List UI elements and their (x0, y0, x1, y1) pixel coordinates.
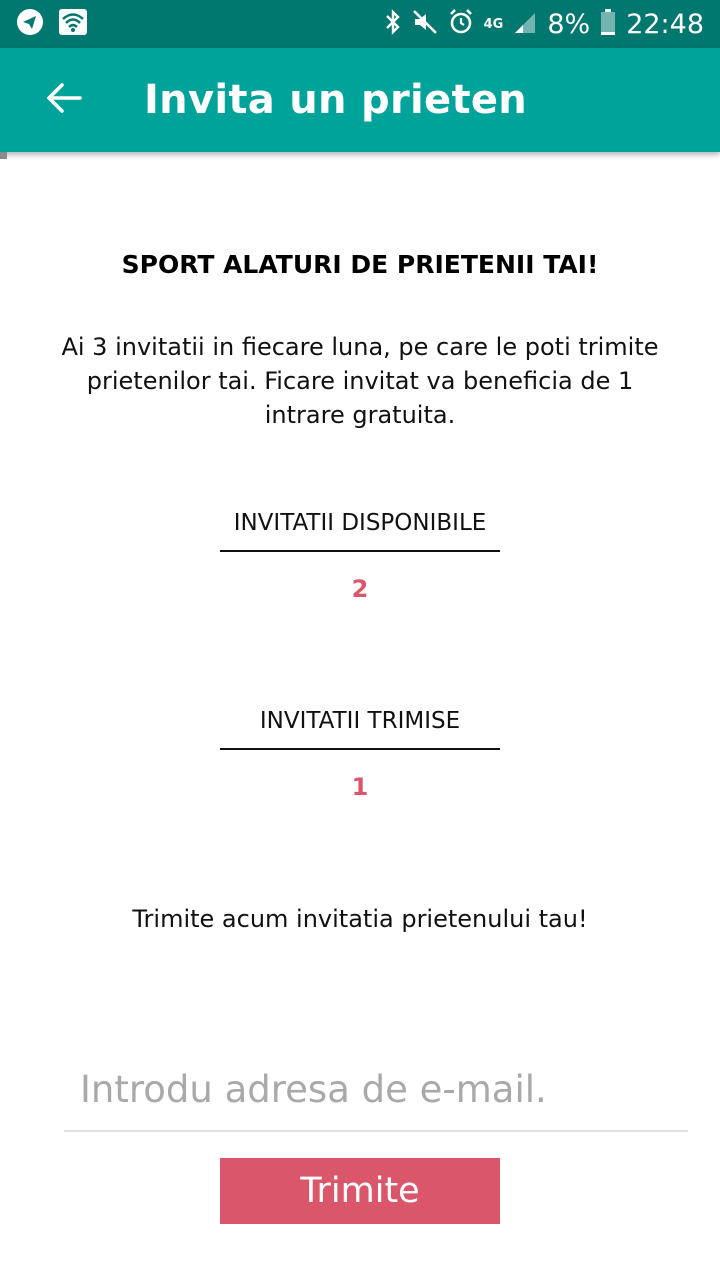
available-invites-value: 2 (351, 575, 369, 603)
signal-icon (513, 9, 537, 39)
battery-percent: 8% (547, 8, 591, 40)
alarm-icon (448, 8, 474, 40)
bluetooth-icon (384, 8, 402, 40)
app-bar (0, 48, 720, 152)
back-button[interactable] (24, 60, 104, 140)
status-right-icons (384, 8, 704, 40)
battery-icon (600, 8, 616, 40)
status-left-icons (16, 8, 88, 40)
page-title: Invita un prieten (144, 77, 528, 123)
sent-invites-value: 1 (351, 773, 369, 801)
network-type: 4G (483, 16, 504, 32)
mute-icon (412, 8, 438, 40)
email-input[interactable] (64, 1048, 688, 1132)
cta-text: Trimite acum invitatia prietenului tau! (132, 905, 588, 933)
sent-invites-label: INVITATII TRIMISE (220, 708, 500, 750)
arrow-back-icon (46, 82, 82, 118)
intro-text: Ai 3 invitatii in fiecare luna, pe care le poti trimite prietenilor tai. Ficare invitat va beneficia de 1 intrare gratuita. (61, 333, 659, 429)
available-invites-label: INVITATII DISPONIBILE (220, 510, 500, 552)
status-bar (0, 0, 720, 48)
telegram-icon (16, 8, 44, 40)
scroll-indicator (0, 152, 7, 159)
wifi-icon (58, 8, 88, 40)
send-button[interactable]: Trimite (220, 1158, 500, 1224)
headline: SPORT ALATURI DE PRIETENII TAI! (121, 250, 599, 279)
clock: 22:48 (626, 8, 704, 40)
